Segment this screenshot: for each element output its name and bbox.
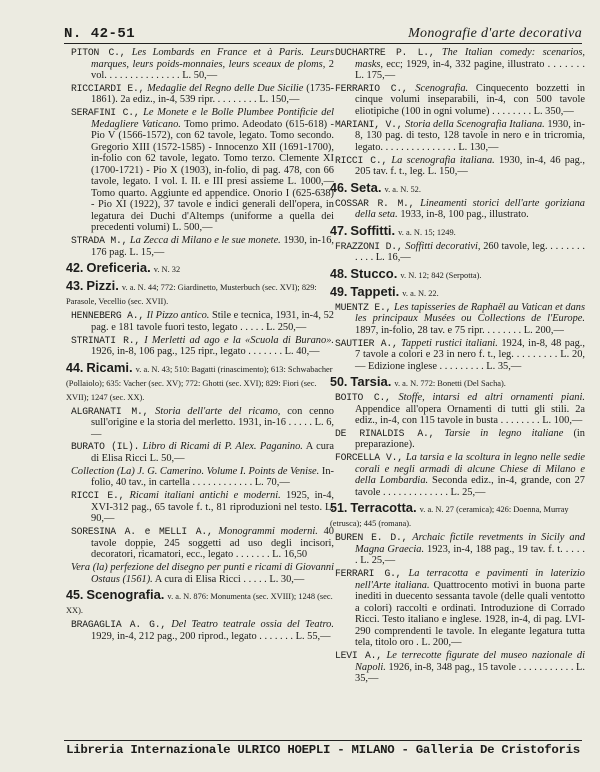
entry-details: 1930, in-8, 130 pag. di testo, 128 tavole in nero e in tricromia, legato. . . . . . . . . . . . . . . L. 130,— xyxy=(355,118,585,153)
entry-title: Le Monete e le Bolle Plumbee Pontificie del Medagliere Vaticano. xyxy=(91,107,334,130)
category-heading xyxy=(66,588,334,617)
category-number: 43. xyxy=(66,279,84,294)
entry-author: FERRARIO C., xyxy=(335,82,408,94)
footer-rule xyxy=(64,740,582,741)
entry-title: The Italian comedy: scenarios, masks, xyxy=(355,47,585,70)
category-cross-reference: v. a. N. 876: Monumenta (sec. XVIII); 1248 (sec. XX). xyxy=(66,592,333,616)
catalog-entry xyxy=(335,532,585,567)
header-rule xyxy=(64,43,582,44)
entry-details: 1933, in-8, 100 pag., illustrato. xyxy=(400,209,529,221)
category-cross-reference: v. a. N. 772: Bonetti (Del Sacha). xyxy=(394,379,506,389)
entry-details: Tomo primo. Adeodato (615-618) - Pio V (1566-1572), con 62 tavole, legato. Tomo secondo. Gregorio XIII (1572-1585) - Innocenzo XII (1691-1700), in-folio con 62 tavole, legato. Tomo terzo. Clemente XI (1700-1721) - Pio X (1903), in-folio, di pag. 478, con 66 tavole, legato. I vol. I. II. e III presi assieme L. 1000,— Tomo quarto. Aggiunte ed appendice. Onorio I (625-638) - Pio XI (1922), 37 tavole e indici generali dell'opera, in legatura dei Duchi d'Altemps (uniforme a quella dei precedenti volumi) L. 500,— xyxy=(91,118,334,234)
category-number: 45. xyxy=(66,588,84,603)
entry-title: Il Pizzo antico. xyxy=(146,310,210,322)
category-cross-reference: v. a. N. 22. xyxy=(402,288,439,298)
entry-details: A cura di Elisa Ricci . . . . . L. 30,— xyxy=(154,573,305,585)
category-heading xyxy=(330,501,585,530)
entry-author: RICCI E., xyxy=(71,490,125,502)
section-title: Monografie d'arte decorativa xyxy=(408,26,582,41)
catalog-entry xyxy=(335,47,585,82)
catalog-entry xyxy=(335,452,585,498)
entry-details: 1897, in-folio, 28 tav. e 75 ripr. . . . . . . . L. 200,— xyxy=(355,324,564,336)
catalog-entry xyxy=(335,198,585,221)
entry-title: Stoffe, intarsi ed altri ornamenti piani. xyxy=(398,392,585,404)
category-heading xyxy=(66,361,334,404)
catalog-entry xyxy=(71,335,334,358)
entry-details: Quattrocento motivi in buona parte inediti in duecento sessanta tavole (delle quali ventotto a colori) raccolti e ordinati. Introduzione di Corrado Ricci. Testo italiano e inglese. 1928, in-4, di pag. LVI-290 comprendenti le tavole. In elegante legatura tutta tela, titolo oro . L. 200,— xyxy=(355,579,585,649)
category-number: 48. xyxy=(330,266,348,281)
catalog-entry xyxy=(71,490,334,525)
entry-author: STRINATI R., xyxy=(71,334,140,346)
page-header xyxy=(64,18,582,42)
category-number: 42. xyxy=(66,261,84,276)
entry-author: BUREN E. D., xyxy=(335,532,408,544)
entry-details: 1929, in-4, 212 pag., 200 riprod., legato . . . . . . . L. 55,— xyxy=(91,630,331,642)
catalog-entry xyxy=(71,406,334,441)
entry-details: Cinquecento bozzetti in cinque volumi inseparabili, in-4, con 500 tavole eliotipiche (100 in ogni volume) . . . . . . . . L. 350,— xyxy=(355,82,585,117)
entry-details: 1924, in-8, 48 pag., 7 tavole a colori e 23 in nero f. t., leg. . . . . . . . . L. 20,— Edizione inglese . . . . . . . . . L. 35,— xyxy=(355,337,585,372)
category-name: Tappeti. xyxy=(350,283,400,299)
category-heading xyxy=(330,285,585,300)
catalog-entry xyxy=(335,650,585,685)
category-number: 46. xyxy=(330,180,348,195)
entry-title: Collection (La) J. G. Camerino. Volume I. Points de Venise. xyxy=(71,465,320,477)
entry-details: 1926, in-8, 106 pag., 125 ripr., legato . . . . . . . L. 40,— xyxy=(91,346,320,358)
publisher-footer: Libreria Internazionale ULRICO HOEPLI - MILANO - Galleria De Cristoforis xyxy=(66,743,580,757)
category-cross-reference: v. N. 12; 842 (Serpotta). xyxy=(400,270,482,280)
right-column xyxy=(330,47,586,686)
catalog-entry xyxy=(335,83,585,118)
entry-title: I Merletti ad ago e la «Scuola di Burano». xyxy=(144,334,334,346)
catalog-entry xyxy=(71,526,334,561)
catalog-entry xyxy=(71,83,334,106)
entry-author: STRADA M., xyxy=(71,235,128,247)
entry-details: In-folio, 40 tav., in cartella . . . . . . . . . . . . L. 70,— xyxy=(91,465,334,489)
catalog-entry xyxy=(71,441,334,464)
entry-author: FORCELLA V., xyxy=(335,452,403,464)
category-name: Tarsia. xyxy=(350,374,392,390)
catalog-entry xyxy=(71,619,334,642)
category-name: Scenografia. xyxy=(86,587,165,603)
catalog-entry xyxy=(335,302,585,337)
category-cross-reference: v. N. 32 xyxy=(153,265,181,275)
catalog-entry xyxy=(71,466,334,489)
entry-title: La tarsia e la scoltura in legno nelle sedie corali e negli armadi di alcune Chiese di Milano e della Lombardia. xyxy=(355,452,585,487)
category-name: Terracotta. xyxy=(350,500,417,516)
entry-author: ALGRANATI M., xyxy=(71,405,149,417)
entry-details: 40 tavole doppie, 245 soggetti ad uso degli incisori, decoratori, ricamatori, ecc., legato . . . . . . . L. 16,50 xyxy=(91,526,334,561)
entry-title: Les Lombards en France et à Paris. Leurs marques, leurs poids-monnaies, leurs sceaux de ploms, xyxy=(91,47,334,70)
catalog-entry xyxy=(71,235,334,258)
entry-details: 1930, in-4, 46 pag., 205 tav. f. t., leg. L. 150,— xyxy=(355,154,585,178)
category-heading xyxy=(330,267,585,282)
entry-details: Appendice all'opera Ornamenti di tutti gli stili. 2a ediz., in-4, con 115 tavole in busta . . . . . . . . L. 100,— xyxy=(355,403,585,427)
entry-details: ecc; 1929, in-4, 332 pagine, illustrato . . . . . . . L. 175,— xyxy=(355,58,585,81)
catalog-entry xyxy=(335,568,585,649)
entry-author: MARIANI, V., xyxy=(335,118,403,130)
entry-details: Seconda ediz., in-4, grande, con 27 tavole . . . . . . . . . . . . . L. 25,— xyxy=(355,475,585,498)
category-cross-reference: v. a. N. 27 (ceramica); 426: Doenna, Murray (etrusca); 445 (romana). xyxy=(330,505,569,529)
entry-title: Lineamenti storici dell'arte goriziana della seta. xyxy=(355,197,586,221)
entry-author: PITON C., xyxy=(71,47,126,58)
category-cross-reference: v. a. N. 52. xyxy=(384,184,421,194)
entry-title: La scenografia italiana. xyxy=(391,154,495,166)
entry-title: La terracotta e pavimenti in laterizio nell'Arte italiana. xyxy=(355,568,586,591)
category-name: Ricami. xyxy=(86,359,133,375)
entry-details: Stile e tecnica, 1931, in-4, 52 pag. e 181 tavole fuori testo, legato . . . . . L. 250,— xyxy=(91,310,334,333)
entry-details: (in preparazione). xyxy=(355,427,585,451)
category-heading xyxy=(330,224,585,239)
entry-details: 1926, in-8, 348 pag., 15 tavole . . . . . . . . . . . L. 35,— xyxy=(355,661,585,685)
entry-author: MUENTZ E., xyxy=(335,301,392,313)
entry-author: RICCIARDI E., xyxy=(71,82,145,94)
catalog-entry xyxy=(335,119,585,154)
entry-title: Le terrecotte figurate del museo nazionale di Napoli. xyxy=(355,650,585,673)
catalog-entry xyxy=(335,338,585,373)
entry-title: Del Teatro teatrale ossia del Teatro. xyxy=(171,619,334,631)
entry-title: Storia della Scenografia Italiana. xyxy=(405,118,545,130)
category-heading xyxy=(330,375,585,390)
category-cross-reference: v. a. N. 44; 772: Giardinetto, Musterbuch (sec. XVI); 829: Parasole, Vecellio (sec. XVII). xyxy=(66,283,317,307)
entry-author: SORESINA A. e MELLI A., xyxy=(71,526,213,538)
entry-details: 260 tavole, leg. . . . . . . . . . . . L. 16,— xyxy=(355,240,585,264)
entry-title: Scenografia. xyxy=(415,82,469,94)
entry-author: BURATO (IL). xyxy=(71,441,140,453)
entry-title: Storia dell'arte del ricamo, xyxy=(155,405,281,417)
entry-author: SAUTIER A., xyxy=(335,337,398,349)
category-number: 51. xyxy=(330,501,348,516)
page-range: N. 42-51 xyxy=(64,26,136,42)
entry-title: La Zecca di Milano e le sue monete. xyxy=(129,235,281,247)
entry-title: Libro di Ricami di P. Alex. Paganino. xyxy=(142,441,303,453)
category-name: Pizzi. xyxy=(86,278,119,294)
category-name: Stucco. xyxy=(350,265,398,281)
entry-details: 1925, in-4, XVI-312 pag., 65 tavole f. t., 81 riproduzioni nel testo. L. 90,— xyxy=(91,490,335,525)
entry-author: FERRARI G., xyxy=(335,568,402,580)
entry-author: DE RINALDIS A., xyxy=(335,427,435,439)
entry-title: Vera (la) perfezione del disegno per punti e ricami di Giovanni Ostaus (1561). xyxy=(71,562,334,585)
category-heading xyxy=(330,181,585,196)
entry-details: con cenno sull'origine e la storia del merletto. 1931, in-16 . . . . . L. 6,— xyxy=(91,405,334,440)
category-heading xyxy=(66,261,334,276)
entry-author: BOITO C., xyxy=(335,392,391,404)
category-number: 47. xyxy=(330,223,348,238)
catalog-entry xyxy=(71,47,334,82)
category-name: Oreficeria. xyxy=(86,260,151,276)
catalog-entry xyxy=(335,392,585,427)
category-name: Seta. xyxy=(350,179,382,195)
category-number: 44. xyxy=(66,360,84,375)
entry-details: A cura di Elisa Ricci L. 50,— xyxy=(91,441,334,464)
category-cross-reference: v. a. N. 15; 1249. xyxy=(398,227,456,237)
entry-title: Tarsie in legno italiane xyxy=(444,427,564,439)
category-number: 49. xyxy=(330,284,348,299)
entry-author: FRAZZONI D., xyxy=(335,240,403,252)
entry-title: Soffitti decorativi, xyxy=(405,240,481,252)
entry-title: Les tapisseries de Raphaël au Vatican et dans les principaux Musées ou Collections de l'Europe. xyxy=(355,301,585,325)
entry-details: 2 vol. . . . . . . . . . . . . . . L. 50,— xyxy=(91,58,334,81)
entry-title: Ricami italiani antichi e moderni. xyxy=(129,490,281,502)
catalog-entry xyxy=(71,310,334,333)
catalog-entry xyxy=(71,562,334,585)
category-number: 50. xyxy=(330,375,348,390)
category-name: Soffitti. xyxy=(350,222,396,238)
entry-details: 1923, in-4, 188 pag., 19 tav. f. t. . . . . . L. 25,— xyxy=(355,543,585,567)
catalog-entry xyxy=(335,155,585,178)
entry-author: SERAFINI C., xyxy=(71,107,140,119)
entry-author: LEVI A., xyxy=(335,650,382,662)
entry-author: BRAGAGLIA A. G., xyxy=(71,619,167,631)
entry-title: Tappeti rustici italiani. xyxy=(401,337,498,349)
category-cross-reference: v. a. N. 43; 510: Bagatti (rinascimento); 613: Schwabacher (Pollaiolo); 635: Vacher (sec. XV); 772: Ghotti (sec. XVI); 829: Fiori (sec. XVII); 1247 (sec. XX). xyxy=(66,364,333,402)
entry-details: (1735-1861). 2a ediz., in-4, 539 ripr. . . . . . . . . L. 150,— xyxy=(91,82,334,106)
catalog-entry xyxy=(335,241,585,264)
entry-title: Archaic fictile revetments in Sicily and Magna Graecia. xyxy=(355,532,585,555)
catalog-entry xyxy=(71,107,334,234)
left-column xyxy=(66,47,335,643)
entry-author: DUCHARTRE P. L., xyxy=(335,47,435,58)
entry-author: COSSAR R. M., xyxy=(335,197,415,209)
catalog-entry xyxy=(335,428,585,451)
entry-author: HENNEBERG A., xyxy=(71,310,145,322)
category-heading xyxy=(66,279,334,308)
entry-details: 1930, in-16, 176 pag. L. 15,— xyxy=(91,235,334,258)
entry-title: Medaglie del Regno delle Due Sicilie xyxy=(147,82,304,94)
entry-title: Monogrammi moderni. xyxy=(218,526,318,538)
entry-author: RICCI C., xyxy=(335,154,388,166)
